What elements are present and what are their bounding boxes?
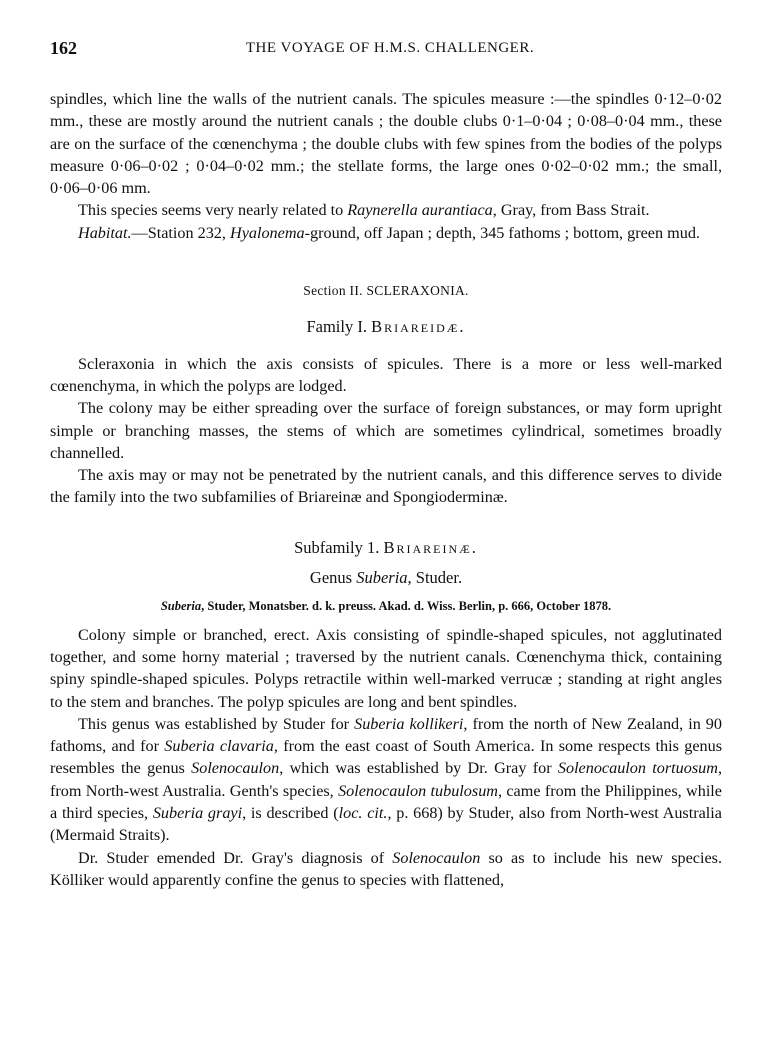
text-run: , is described ( bbox=[242, 804, 339, 823]
subfamily-heading bbox=[50, 537, 722, 559]
genus-prefix: Genus bbox=[309, 568, 357, 588]
text-run: , from North-west Australia. Genth's species, bbox=[50, 759, 722, 800]
section-heading: Section II. SCLERAXONIA. bbox=[303, 283, 469, 299]
paragraph-text: The colony may be either spreading over the surface of foreign substances, or may form upright simple or branching masses, the stems of which are sometimes cylindrical, sometimes broadly channelled. bbox=[50, 399, 722, 462]
citation-abbrev: loc. cit. bbox=[338, 804, 388, 823]
species-name: Solenocaulon tortuosum bbox=[557, 759, 718, 778]
text-run: This genus was established by Studer for bbox=[78, 714, 355, 733]
text-run: , from the east coast of South America. In some respects this genus resembles the genus bbox=[50, 737, 722, 778]
species-name: Solenocaulon tubulosum bbox=[338, 781, 498, 800]
paragraph-text: spindles, which line the walls of the nutrient canals. The spicules measure :—the spindles 0·12–0·02 mm., these are mostly around the nutrient canals ; the double clubs 0·1–0·04 ; 0·08–0·04 mm., these are on the surface of the cœnenchyma ; the double clubs with few spines from the bodies of the polyps measure 0·06–0·02 ; 0·04–0·02 mm.; the stellate forms, the large ones 0·02–0·02 mm.; the small, 0·06–0·06 mm. bbox=[50, 90, 722, 198]
body-text bbox=[50, 88, 722, 891]
page-number: 162 bbox=[50, 38, 77, 58]
genus-name: Hyalonema bbox=[230, 223, 305, 242]
text-run: , Gray, from Bass Strait. bbox=[492, 201, 650, 220]
text-run: , which was established by Dr. Gray for bbox=[279, 759, 558, 778]
paragraph-axis-subfamilies bbox=[50, 464, 722, 509]
genus-name: Suberia bbox=[356, 568, 408, 588]
paragraph-colony-form bbox=[50, 397, 722, 464]
page-header bbox=[50, 38, 730, 66]
text-run: This species seems very nearly related to bbox=[78, 201, 348, 220]
paragraph-genus-diagnosis bbox=[50, 624, 722, 713]
text-run: -ground, off Japan ; depth, 345 fathoms ; bottom, green mud. bbox=[304, 223, 700, 242]
text-run: , from the north of New Zealand, in 90 fathoms, and for bbox=[50, 714, 722, 756]
paragraph-genus-history bbox=[50, 713, 722, 847]
habitat-label: Habitat. bbox=[78, 223, 132, 242]
text-run: so as to include his new species. Kölliker would apparently confine the genus to species with flattened, bbox=[50, 848, 723, 889]
genus-name: Solenocaulon bbox=[191, 759, 280, 778]
family-prefix: Family I. bbox=[306, 317, 372, 337]
species-name: Raynerella aurantiaca bbox=[347, 201, 493, 220]
species-name: Suberia kollikeri bbox=[354, 714, 464, 733]
genus-author: , Studer. bbox=[407, 568, 463, 588]
text-run: , p. 668) by Studer, also from North-west Australia (Mermaid Straits). bbox=[50, 804, 722, 845]
paragraph-habitat bbox=[50, 222, 722, 244]
text-run: —Station 232, bbox=[131, 223, 230, 242]
family-name: Briareidæ. bbox=[371, 317, 466, 337]
genus-heading bbox=[50, 567, 722, 589]
paragraph-spicule-measurements bbox=[50, 88, 722, 199]
paragraph-text: The axis may or may not be penetrated by the nutrient canals, and this difference serves to divide the family into the two subfamilies of Briareinæ and Spongioderminæ. bbox=[50, 466, 722, 507]
text-run: Dr. Studer emended Dr. Gray's diagnosis of bbox=[78, 848, 393, 867]
subfamily-prefix: Subfamily 1. bbox=[294, 537, 384, 557]
paragraph-studer-emendation bbox=[50, 847, 722, 892]
paragraph-text: Scleraxonia in which the axis consists of spicules. There is a more or less well-marked cœnenchyma, in which the polyps are lodged. bbox=[50, 354, 722, 395]
genus-name: Solenocaulon bbox=[392, 848, 481, 867]
species-name: Suberia clavaria bbox=[164, 737, 274, 756]
subfamily-name: Briareinæ. bbox=[383, 537, 478, 557]
species-name: Suberia grayi bbox=[152, 804, 243, 823]
paragraph-related-species bbox=[50, 199, 722, 221]
running-title: THE VOYAGE OF H.M.S. CHALLENGER. bbox=[245, 40, 535, 56]
family-heading bbox=[50, 316, 722, 338]
paragraph-scleraxonia-definition bbox=[50, 353, 722, 398]
text-run: , came from the Philippines, while a third species, bbox=[50, 781, 722, 823]
citation-text: , Studer, Monatsber. d. k. preuss. Akad. d. Wiss. Berlin, p. 666, October 1878. bbox=[201, 599, 612, 614]
citation bbox=[50, 595, 722, 617]
citation-genus: Suberia bbox=[160, 599, 202, 614]
paragraph-text: Colony simple or branched, erect. Axis consisting of spindle-shaped spicules, not agglutinated together, and some horny material ; traversed by the nutrient canals. Cœnenchyma thick, containing spiny spindle-shaped spicules. Polyps retractile within well-marked verrucæ ; standing at right angles to the stem and branches. The polyp spicules are long and bent spindles. bbox=[50, 625, 722, 711]
